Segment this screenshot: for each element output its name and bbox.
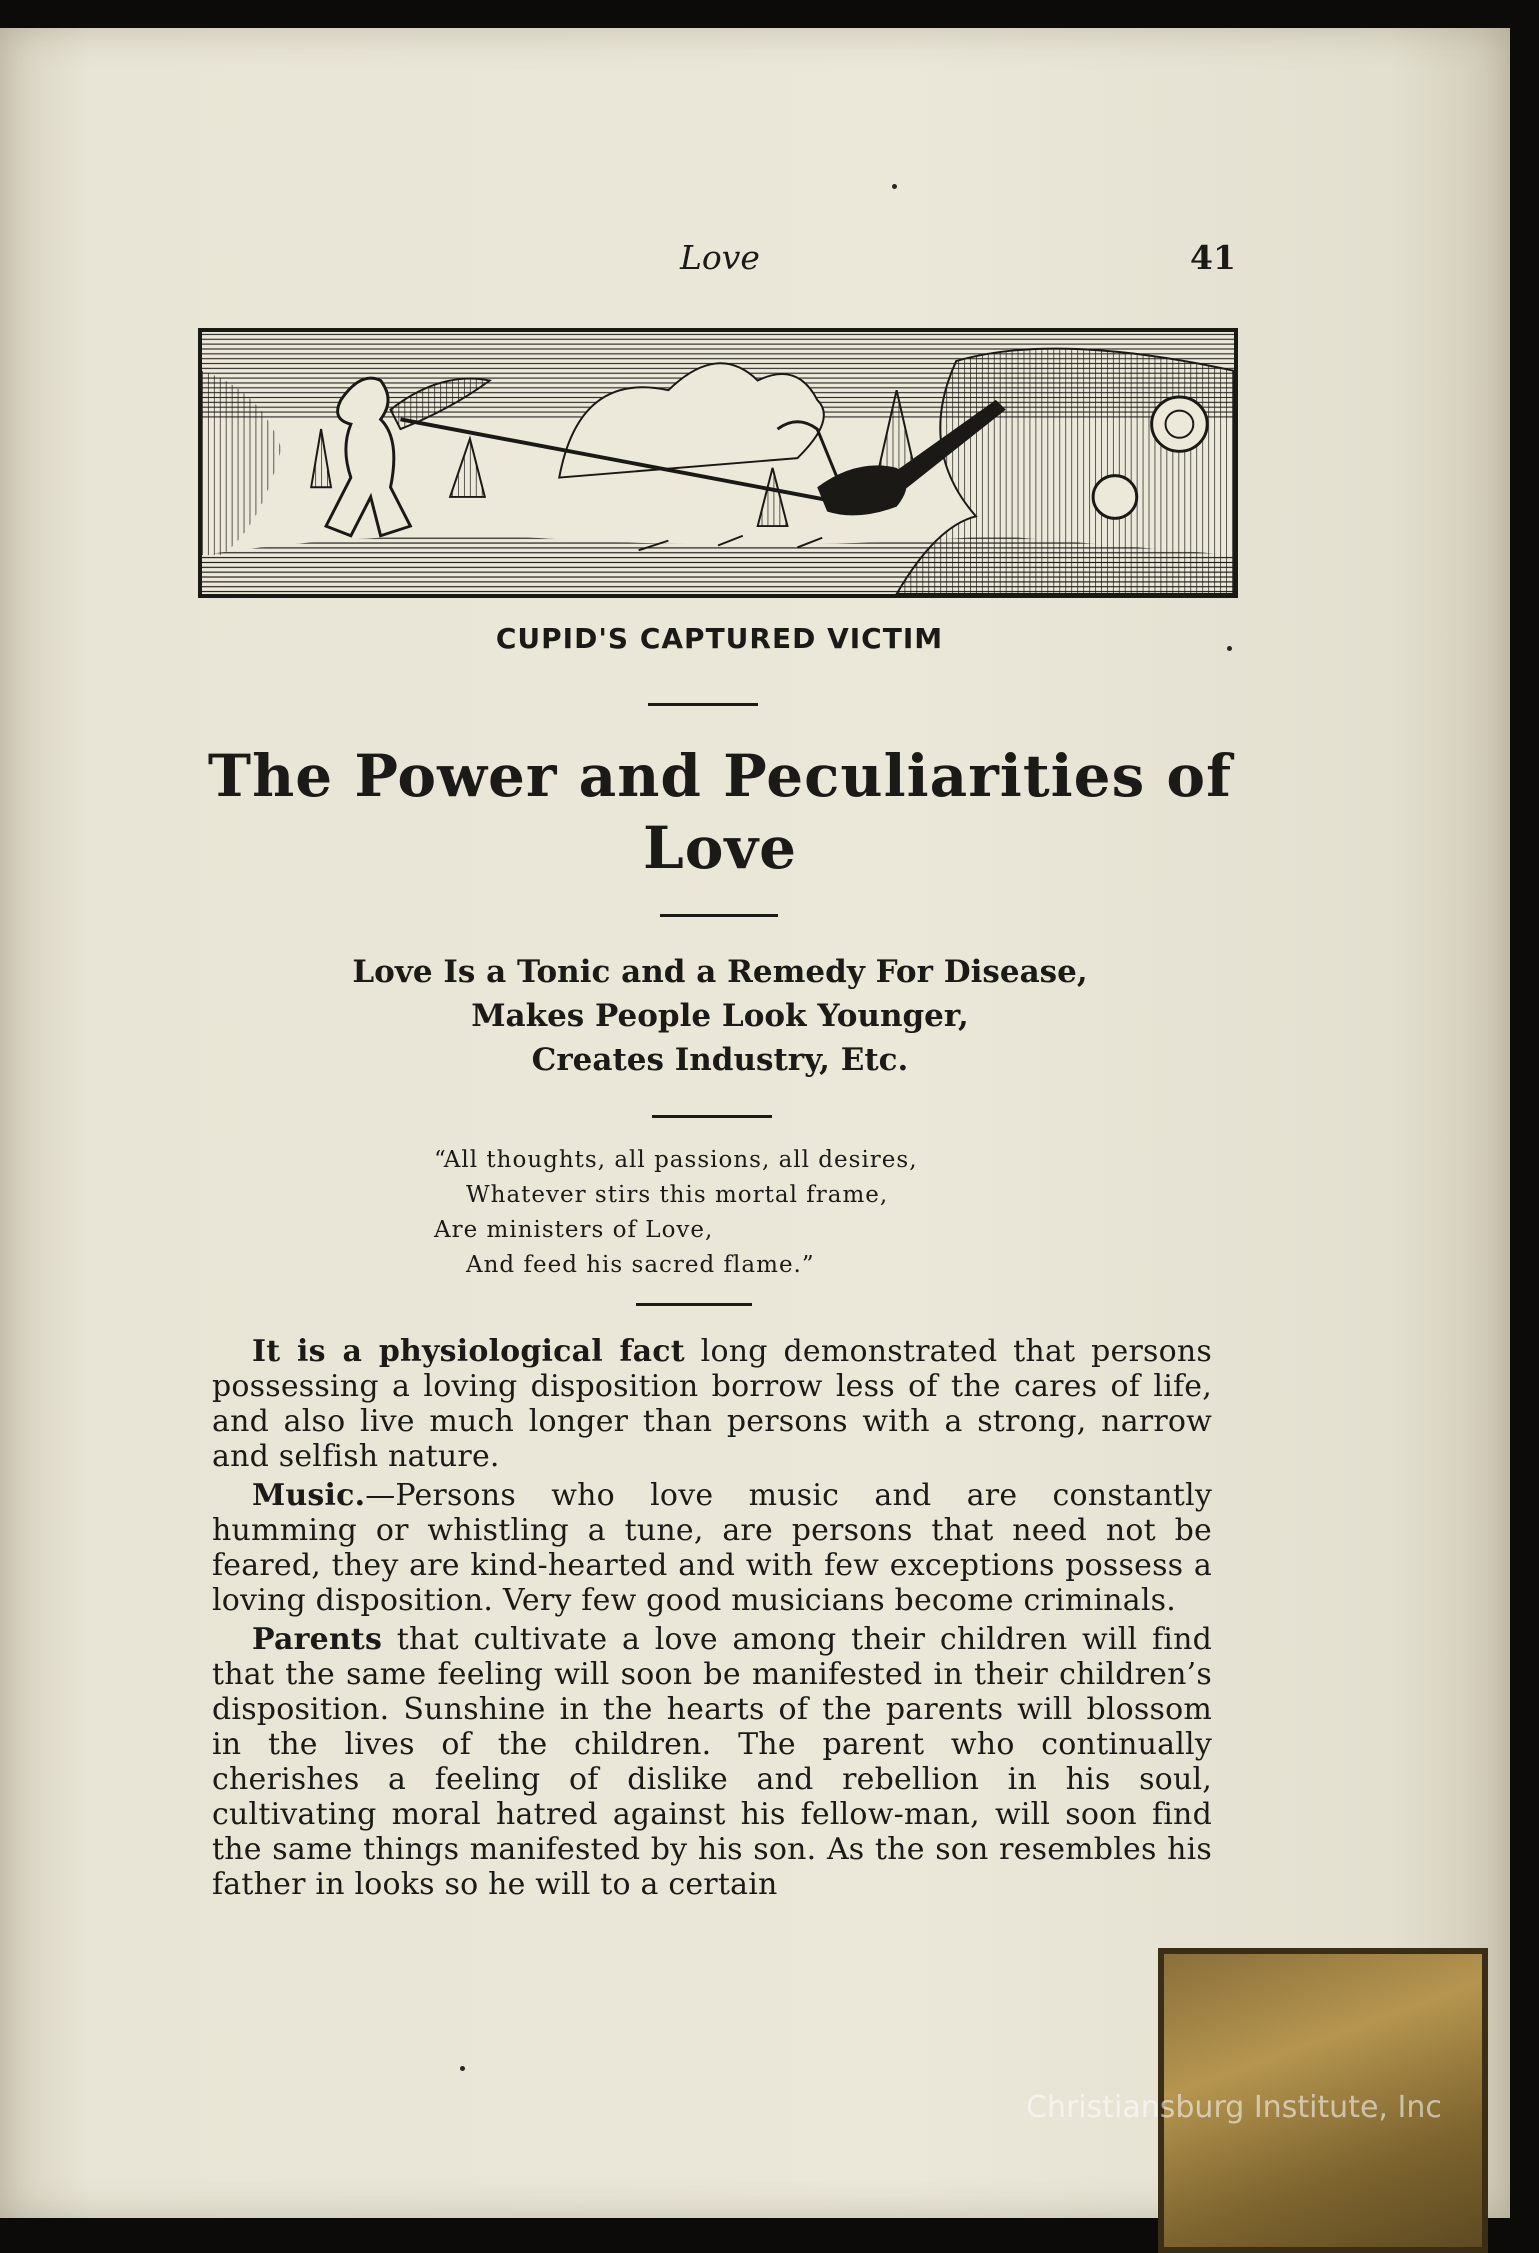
article-body (212, 1334, 1212, 1902)
running-head-title: Love (680, 238, 760, 277)
paragraph (212, 1622, 1212, 1902)
paper-speck (1227, 646, 1232, 651)
poem-line: “All thoughts, all passions, all desires, (434, 1147, 918, 1173)
subtitle-line: Makes People Look Younger, (471, 998, 969, 1034)
title-line-1: The Power and Peculiarities of (207, 742, 1233, 810)
paragraph-lead: Parents (252, 1622, 383, 1657)
poem-line: Whatever stirs this mortal frame, (466, 1182, 889, 1208)
page-title (205, 740, 1235, 884)
poem-line: Are ministers of Love, (434, 1217, 714, 1243)
paragraph-lead: It is a physiological fact (252, 1334, 685, 1369)
running-head (0, 238, 1539, 288)
watermark: Christiansburg Institute, Inc (1026, 2090, 1442, 2125)
illustration-caption: CUPID'S CAPTURED VICTIM (495, 622, 944, 655)
subtitle-line: Creates Industry, Etc. (531, 1042, 909, 1078)
paper-speck (460, 2066, 465, 2071)
divider-rule (636, 1303, 752, 1306)
paragraph-text: long demonstrated that persons possessing a loving disposition borrow less of the cares of life, and also live much longer than persons with a strong, narrow and selfish nature. (212, 1334, 1212, 1474)
paragraph-text: —Persons who love music and are constantly humming or whistling a tune, are persons that need not be feared, they are kind-hearted and with few exceptions possess a loving disposition. Very few good musicians become criminals. (212, 1478, 1212, 1618)
paragraph (212, 1478, 1212, 1618)
divider-rule (660, 914, 778, 917)
paragraph-lead: Music. (252, 1478, 366, 1513)
title-line-2: Love (642, 814, 798, 882)
page-number: 41 (1190, 238, 1236, 277)
paper-speck (892, 184, 897, 189)
epigraph-poem (420, 1143, 918, 1283)
divider-rule (648, 703, 758, 706)
subtitle (205, 950, 1235, 1082)
paragraph-text: that cultivate a love among their children will find that the same feeling will soon be manifested in their children’s disposition. Sunshine in the hearts of the parents will blossom in the lives of the children. The parent who continually cherishes a feeling of dislike and rebellion in his soul, cultivating moral hatred against his fellow-man, will soon find the same things manifested by his son. As the son resembles his father in looks so he will to a certain (212, 1622, 1212, 1902)
illustration-drawing (202, 332, 1234, 594)
subtitle-line: Love Is a Tonic and a Remedy For Disease, (352, 954, 1088, 990)
cupid-illustration (198, 328, 1238, 598)
poem-line: And feed his sacred flame.” (466, 1252, 815, 1278)
divider-rule (652, 1115, 772, 1118)
paragraph (212, 1334, 1212, 1474)
